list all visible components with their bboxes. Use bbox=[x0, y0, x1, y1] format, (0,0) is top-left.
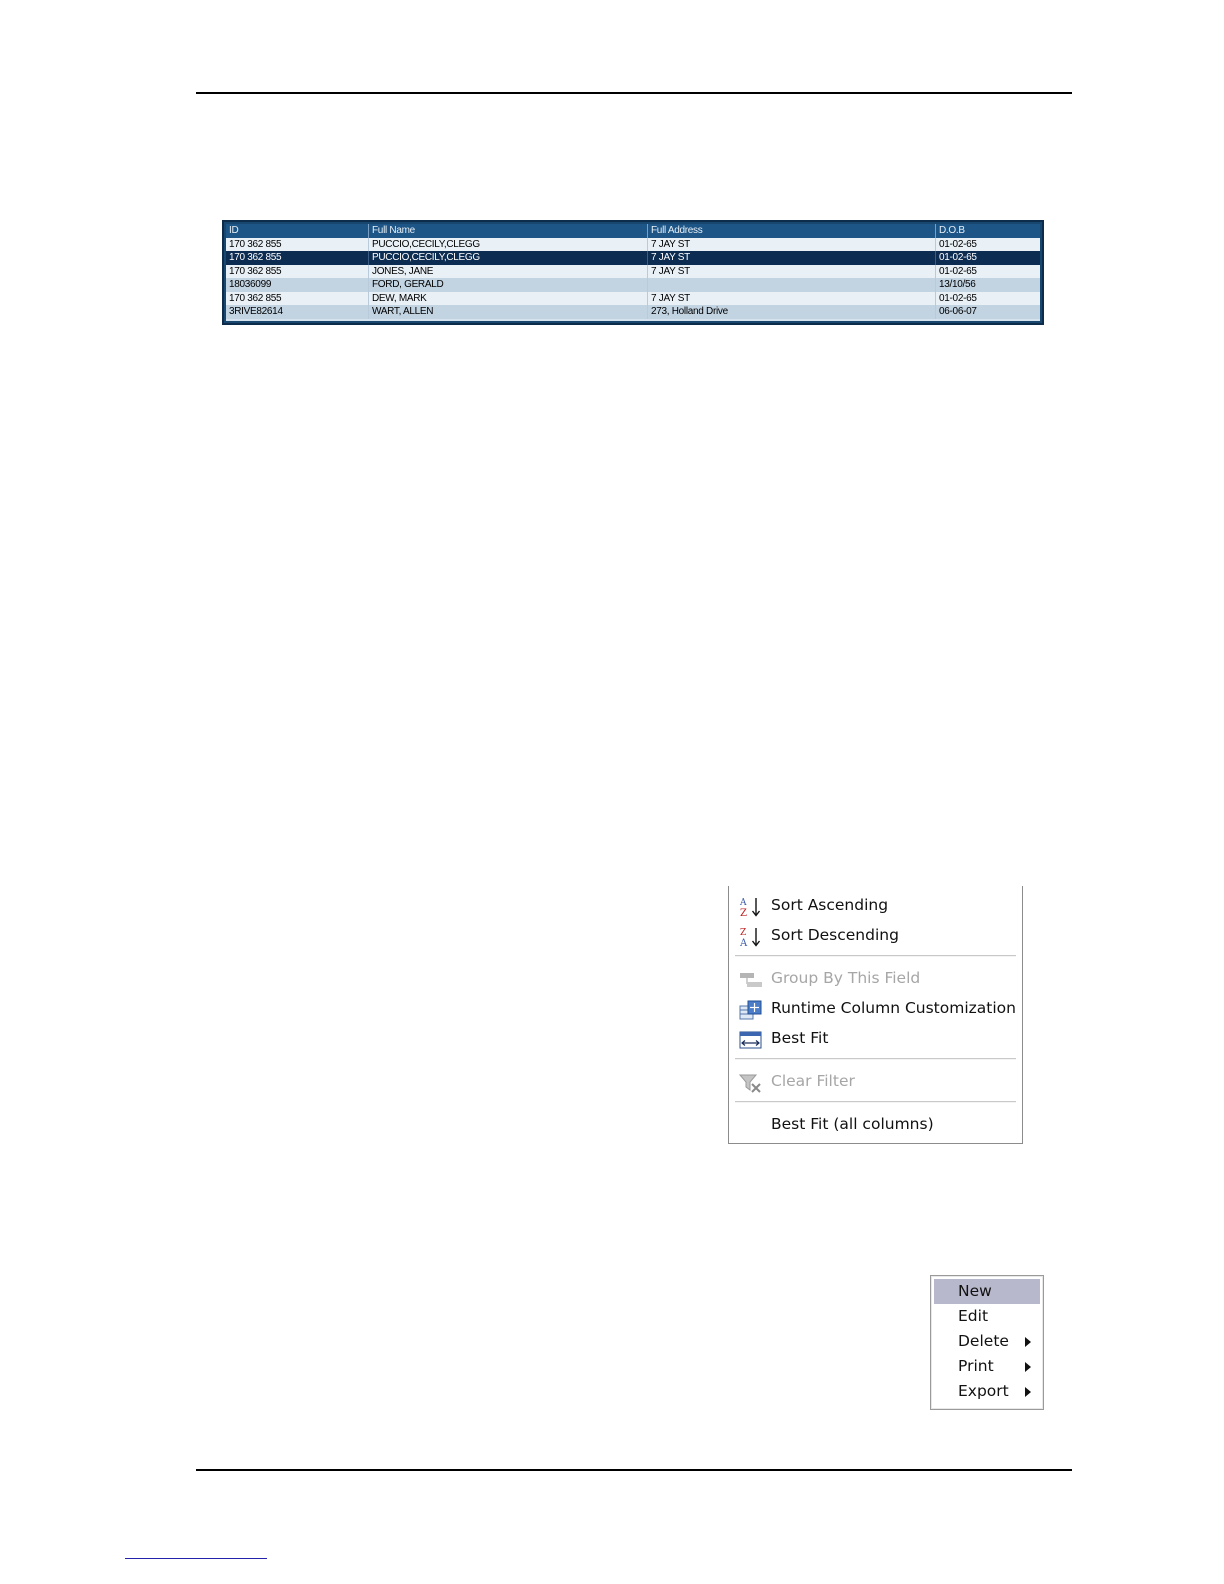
cell-full-name: JONES, JANE bbox=[369, 265, 648, 279]
column-customization-icon bbox=[739, 999, 763, 1021]
sort-ascending-icon bbox=[739, 896, 763, 918]
submenu-arrow-icon bbox=[1025, 1362, 1031, 1372]
menu-separator bbox=[735, 955, 1016, 957]
menu-item-best-fit[interactable] bbox=[729, 1025, 1022, 1053]
menu-item-label: Edit bbox=[958, 1307, 989, 1325]
cell-full-name: FORD, GERALD bbox=[369, 278, 648, 292]
menu-item-label: Group By This Field bbox=[771, 969, 921, 987]
cell-id: 170 362 855 bbox=[226, 265, 369, 279]
cell-full-name: PUCCIO,CECILY,CLEGG bbox=[369, 238, 648, 252]
column-header-id[interactable]: ID bbox=[226, 224, 369, 238]
menu-item-export[interactable] bbox=[934, 1379, 1040, 1404]
cell-id: 170 362 855 bbox=[226, 292, 369, 306]
records-grid bbox=[222, 220, 1044, 325]
group-by-icon bbox=[739, 969, 763, 991]
svg-text:Z: Z bbox=[740, 928, 747, 938]
cell-dob: 06-06-07 bbox=[939, 306, 977, 317]
menu-item-group-by-field[interactable] bbox=[729, 965, 1022, 993]
menu-item-print[interactable] bbox=[934, 1354, 1040, 1379]
column-context-menu bbox=[728, 886, 1023, 1144]
cell-full-address: 7 JAY ST bbox=[648, 251, 936, 265]
table-row[interactable] bbox=[226, 265, 1040, 279]
menu-item-label: Delete bbox=[958, 1332, 1009, 1350]
menu-item-label: Best Fit bbox=[771, 1029, 829, 1047]
menu-item-label: Clear Filter bbox=[771, 1072, 855, 1090]
cell-dob: 01-02-65 bbox=[939, 238, 977, 250]
cell-dob: 13/10/56 bbox=[939, 279, 976, 290]
cell-full-name: PUCCIO,CECILY,CLEGG bbox=[369, 251, 648, 265]
cell-dob: 01-02-65 bbox=[939, 292, 977, 304]
row-context-menu bbox=[930, 1275, 1044, 1410]
best-fit-icon bbox=[739, 1029, 763, 1051]
menu-separator bbox=[735, 1058, 1016, 1060]
column-header-full-name[interactable]: Full Name bbox=[369, 224, 648, 238]
cell-full-address: 7 JAY ST bbox=[648, 292, 936, 306]
menu-item-best-fit-all-columns[interactable] bbox=[729, 1111, 1022, 1139]
cell-full-address: 7 JAY ST bbox=[648, 265, 936, 279]
menu-item-sort-descending[interactable] bbox=[729, 922, 1022, 950]
cell-full-address bbox=[648, 278, 936, 292]
menu-item-sort-ascending[interactable] bbox=[729, 892, 1022, 920]
menu-item-edit[interactable] bbox=[934, 1304, 1040, 1329]
cell-id: 170 362 855 bbox=[226, 251, 369, 265]
records-grid-body bbox=[226, 224, 1040, 321]
column-header-dob[interactable]: D.O.B bbox=[939, 225, 965, 236]
cell-full-address: 273, Holland Drive bbox=[648, 305, 936, 319]
menu-item-new[interactable] bbox=[934, 1279, 1040, 1304]
menu-item-label: Runtime Column Customization bbox=[771, 999, 1016, 1017]
cell-id: 18036099 bbox=[226, 278, 369, 292]
svg-text:A: A bbox=[740, 898, 747, 908]
menu-item-clear-filter[interactable] bbox=[729, 1068, 1022, 1096]
table-row[interactable] bbox=[226, 238, 1040, 252]
column-header-full-address[interactable]: Full Address bbox=[648, 224, 936, 238]
menu-item-delete[interactable] bbox=[934, 1329, 1040, 1354]
cell-id: 3RIVE82614 bbox=[226, 305, 369, 319]
submenu-arrow-icon bbox=[1025, 1337, 1031, 1347]
table-row-selected[interactable] bbox=[226, 251, 1040, 265]
menu-item-runtime-column-customization[interactable] bbox=[729, 995, 1022, 1023]
cell-dob: 01-02-65 bbox=[939, 252, 977, 263]
cell-id: 170 362 855 bbox=[226, 238, 369, 252]
menu-separator bbox=[735, 1101, 1016, 1103]
table-row[interactable] bbox=[226, 305, 1040, 319]
cell-dob: 01-02-65 bbox=[939, 265, 977, 277]
cell-full-address: 7 JAY ST bbox=[648, 238, 936, 252]
menu-item-label: Sort Descending bbox=[771, 926, 899, 944]
submenu-arrow-icon bbox=[1025, 1387, 1031, 1397]
menu-item-label: Export bbox=[958, 1382, 1009, 1400]
table-row[interactable] bbox=[226, 292, 1040, 306]
grid-header-row bbox=[226, 224, 1040, 238]
cell-full-name: WART, ALLEN bbox=[369, 305, 648, 319]
header-rule bbox=[196, 92, 1072, 94]
footer-rule bbox=[196, 1469, 1072, 1471]
footnote-rule bbox=[125, 1558, 267, 1559]
menu-item-label: Sort Ascending bbox=[771, 896, 889, 914]
menu-item-label: Print bbox=[958, 1357, 994, 1375]
clear-filter-icon bbox=[739, 1072, 763, 1094]
menu-item-label: Best Fit (all columns) bbox=[771, 1115, 934, 1133]
svg-text:A: A bbox=[740, 938, 748, 948]
table-row[interactable] bbox=[226, 278, 1040, 292]
cell-full-name: DEW, MARK bbox=[369, 292, 648, 306]
menu-item-label: New bbox=[958, 1282, 992, 1300]
svg-text:Z: Z bbox=[740, 908, 747, 918]
sort-descending-icon bbox=[739, 926, 763, 948]
